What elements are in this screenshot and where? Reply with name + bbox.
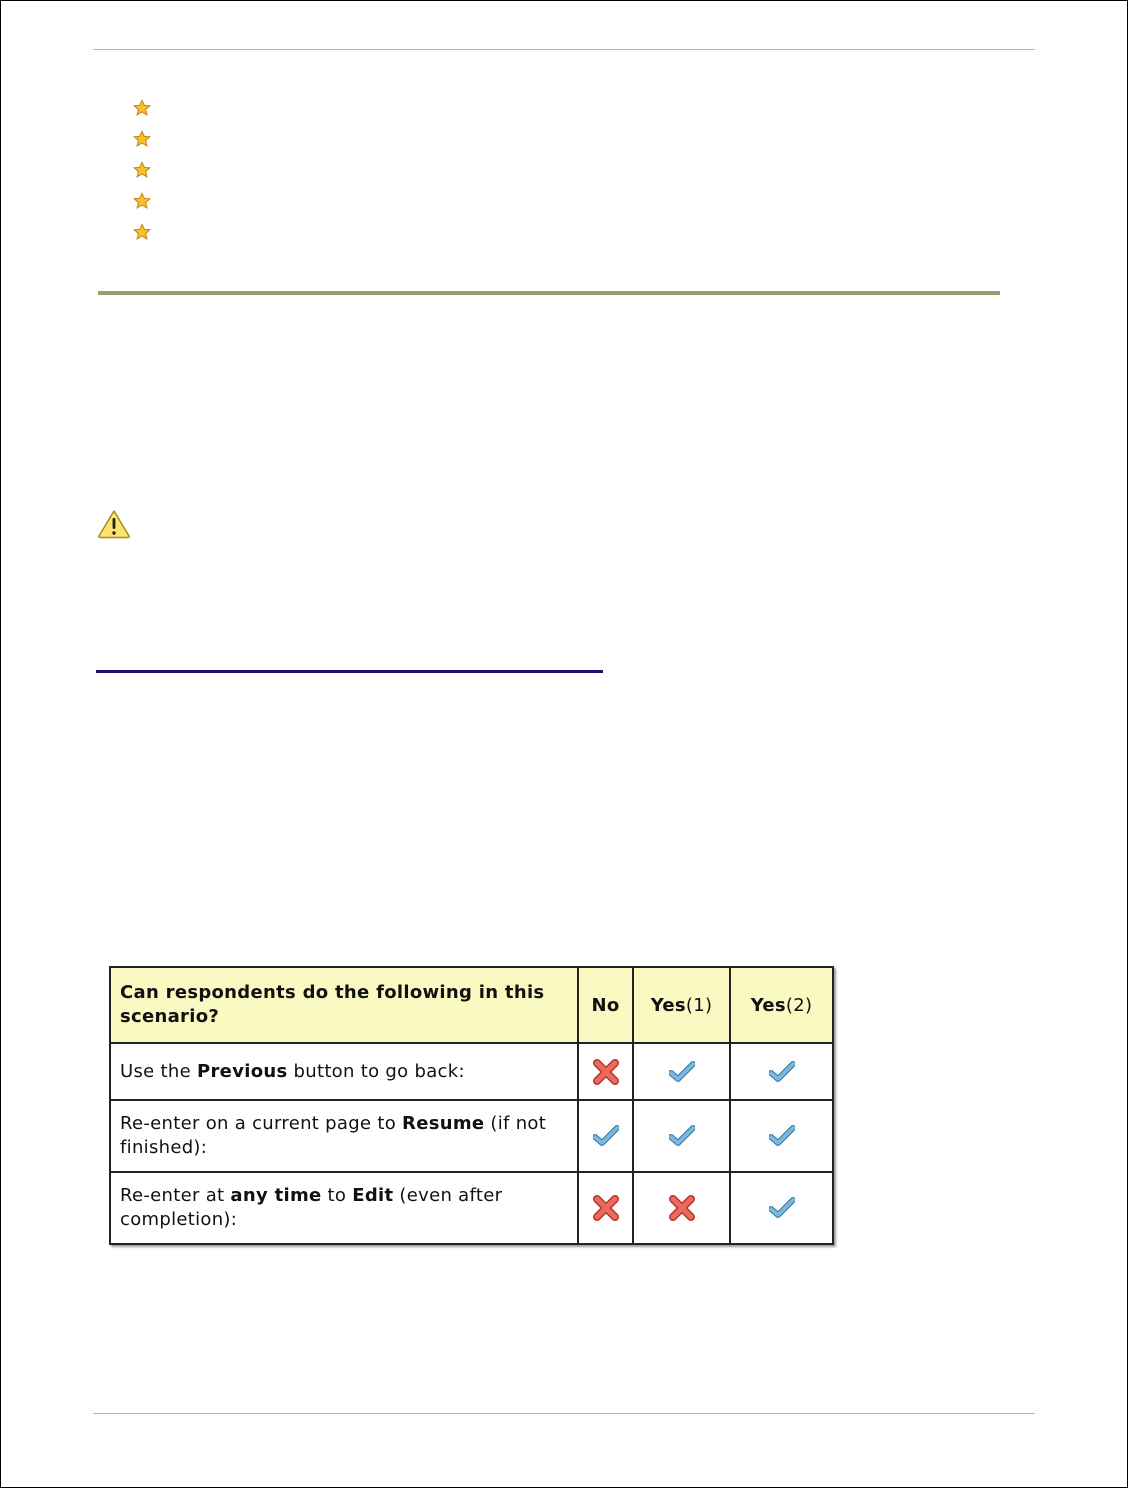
header-rule	[93, 49, 1035, 50]
mark-cell	[730, 1172, 833, 1244]
header-yes-1-word: Yes	[650, 994, 686, 1016]
header-yes-2-suffix: (2)	[785, 994, 813, 1016]
mark-cell	[730, 1100, 833, 1172]
cross-icon	[593, 1061, 619, 1082]
star-bullet-list	[133, 99, 153, 254]
check-icon	[769, 1061, 795, 1082]
row-question	[110, 1100, 578, 1172]
check-icon	[669, 1061, 695, 1082]
star-icon	[133, 192, 153, 210]
star-bullet	[133, 161, 153, 192]
star-icon	[133, 130, 153, 148]
scenario-permissions-table	[109, 966, 834, 1245]
star-bullet	[133, 130, 153, 161]
row-text: Use the	[120, 1060, 198, 1082]
row-emphasis: any time	[230, 1185, 322, 1206]
row-emphasis: Resume	[402, 1113, 485, 1134]
header-yes-2	[730, 967, 833, 1043]
row-text: (even after completion):	[120, 1185, 503, 1230]
mark-cell	[633, 1100, 730, 1172]
warning-icon	[97, 509, 131, 543]
header-yes-2-word: Yes	[750, 994, 786, 1016]
row-text: Re-enter on a current page to	[120, 1113, 403, 1134]
mark-cell	[578, 1100, 633, 1172]
star-bullet	[133, 223, 153, 254]
table-row	[110, 1100, 833, 1172]
check-icon	[769, 1197, 795, 1218]
mark-cell	[633, 1043, 730, 1100]
header-no-label: No	[591, 994, 620, 1016]
mark-cell	[578, 1043, 633, 1100]
star-icon	[133, 99, 153, 117]
star-icon	[133, 223, 153, 241]
table-header-row	[110, 967, 833, 1043]
table-row	[110, 1172, 833, 1244]
check-icon	[769, 1125, 795, 1146]
star-icon	[133, 161, 153, 179]
cross-icon	[593, 1197, 619, 1218]
row-text: Re-enter at	[120, 1185, 231, 1206]
table-row	[110, 1043, 833, 1100]
cross-icon	[669, 1197, 695, 1218]
row-text: button to go back:	[287, 1060, 465, 1082]
mark-cell	[730, 1043, 833, 1100]
check-icon	[669, 1125, 695, 1146]
footer-rule	[93, 1413, 1035, 1414]
check-icon	[593, 1125, 619, 1146]
star-bullet	[133, 99, 153, 130]
row-question	[110, 1043, 578, 1100]
section-divider	[98, 291, 1000, 295]
header-no	[578, 967, 633, 1043]
mark-cell	[578, 1172, 633, 1244]
row-emphasis: Edit	[352, 1185, 394, 1206]
row-emphasis: Previous	[197, 1060, 288, 1082]
row-text: (if not finished):	[120, 1113, 547, 1158]
mark-cell	[633, 1172, 730, 1244]
header-yes-1	[633, 967, 730, 1043]
row-question	[110, 1172, 578, 1244]
header-question: Can respondents do the following in this scenario?	[110, 967, 578, 1043]
link-underline	[96, 670, 603, 673]
header-yes-1-suffix: (1)	[685, 994, 713, 1016]
row-text: to	[321, 1185, 353, 1206]
star-bullet	[133, 192, 153, 223]
